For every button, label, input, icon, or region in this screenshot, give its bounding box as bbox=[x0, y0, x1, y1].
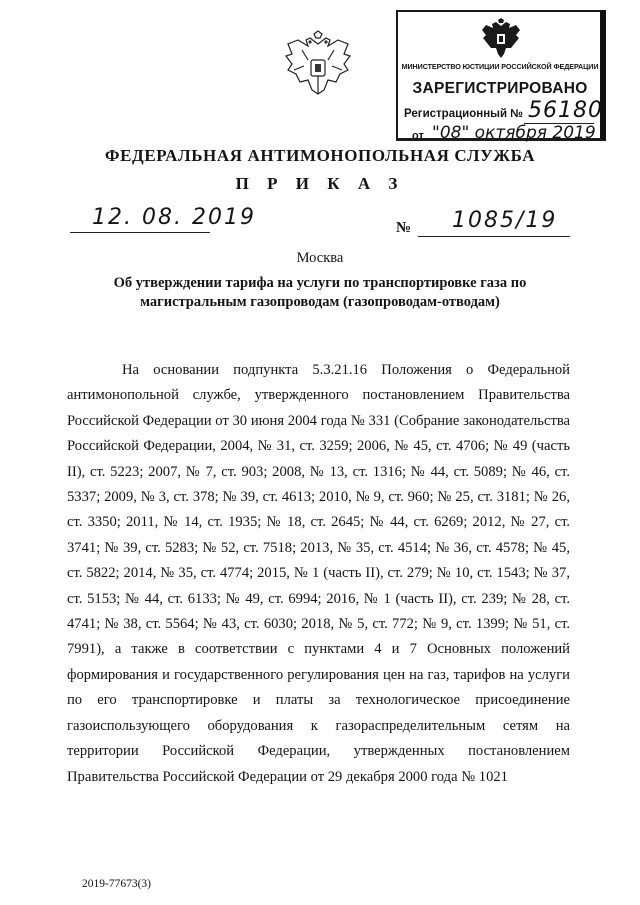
coat-of-arms-icon bbox=[278, 30, 358, 106]
stamp-registered-label: ЗАРЕГИСТРИРОВАНО bbox=[412, 80, 588, 97]
stamp-date-value: "08" октября 2019 bbox=[432, 123, 596, 143]
stamp-regnum-label: Регистрационный № bbox=[404, 108, 524, 120]
registration-stamp bbox=[396, 10, 606, 141]
footer-code: 2019-77673(3) bbox=[82, 878, 151, 890]
document-title: Об утверждении тарифа на услуги по транспортировке газа по магистральным газопроводам (газопроводам-отводам) bbox=[113, 275, 527, 310]
order-date: 12. 08. 2019 bbox=[92, 205, 256, 230]
order-number-label: № bbox=[396, 220, 412, 236]
city: Москва bbox=[296, 250, 344, 266]
order-number: 1085/19 bbox=[452, 208, 558, 233]
date-underline bbox=[70, 232, 210, 233]
document-type: П Р И К А З bbox=[235, 174, 405, 193]
agency-name: ФЕДЕРАЛЬНАЯ АНТИМОНОПОЛЬНАЯ СЛУЖБА bbox=[104, 146, 536, 165]
stamp-regnum-value: 56180 bbox=[528, 98, 603, 123]
stamp-ministry-name: МИНИСТЕРСТВО ЮСТИЦИИ РОССИЙСКОЙ ФЕДЕРАЦИИ bbox=[401, 62, 599, 71]
number-underline bbox=[418, 236, 570, 237]
stamp-coat-of-arms-icon bbox=[480, 18, 522, 62]
body-paragraph: На основании подпункта 5.3.21.16 Положения о Федеральной антимонопольной службе, утвержденного постановлением Правительства Российской Федерации от 30 июня 2004 года № 331 (Собрание законодательства Российской Федерации, 2004, № 31, ст. 3259; 2006, № 45, ст. 4706; № 49 (часть II), ст. 5223; 2007, № 7, ст. 903; 2008, № 13, ст. 1316; № 44, ст. 5089; № 46, ст. 5337; 2009, № 3, ст. 378; № 39, ст. 4613; 2010, № 9, ст. 960; № 25, ст. 3181; № 26, ст. 3350; 2011, № 14, ст. 1935; № 18, ст. 2645; № 44, ст. 6269; 2012, № 27, ст. 3741; № 39, ст. 5283; № 52, ст. 7518; 2013, № 35, ст. 4514; № 36, ст. 4578; № 45, ст. 5822; 2014, № 35, ст. 4774; 2015, № 1 (часть II), ст. 279; № 10, ст. 1543; № 37, ст. 5153; № 44, ст. 6133; № 49, ст. 6994; 2016, № 1 (часть II), ст. 239; № 28, ст. 4741; № 38, ст. 5564; № 43, ст. 6030; 2018, № 5, ст. 772; № 9, ст. 1399; № 51, ст. 7991), а также в соответствии с пунктами 4 и 7 Основных положений формирования и государственного регулирования цен на газ, тарифов на услуги по его транспортировке и платы за технологическое присоединение газоиспользующего оборудования к газораспределительным сетям на территории Российской Федерации, утвержденных постановлением Правительства Российской Федерации от 29 декабря 2000 года № 1021 bbox=[67, 362, 570, 785]
stamp-date-label: от bbox=[412, 130, 424, 142]
